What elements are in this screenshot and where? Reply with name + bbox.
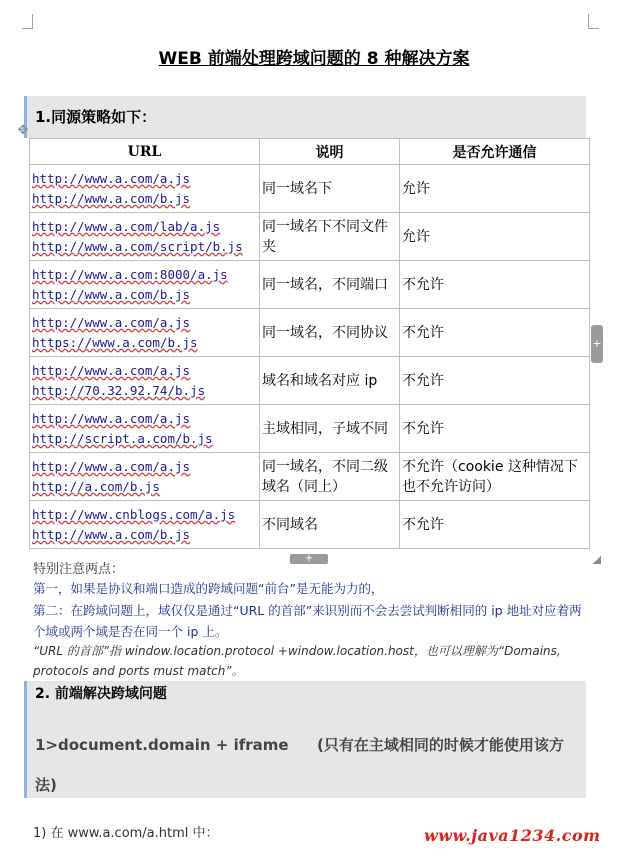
url-link[interactable]: http://www.a.com/b.js (32, 286, 191, 302)
description-cell: 同一域名，不同端口 (260, 261, 400, 309)
allowed-cell: 不允许（cookie 这种情况下也不允许访问） (400, 453, 590, 501)
table-row (30, 453, 590, 501)
header-allowed: 是否允许通信 (400, 139, 590, 165)
description-cell: 同一域名，不同二级域名（同上） (260, 453, 400, 501)
allowed-cell: 允许 (400, 213, 590, 261)
url-link[interactable]: http://www.a.com/a.js (32, 314, 191, 330)
url-text (32, 429, 257, 449)
note-second: 第二：在跨域问题上，域仅仅是通过“URL 的首部”来识别而不会去尝试判断相同的 ip 地址对应着两个域或两个域是否在同一个 ip 上。 (33, 603, 582, 639)
method-name: 1>document.domain + iframe (35, 736, 289, 754)
section-1-heading-block (24, 96, 586, 138)
url-cell (30, 165, 260, 213)
note-first: 第一，如果是协议和端口造成的跨域问题“前台”是无能为力的， (33, 581, 384, 596)
url-link[interactable]: http://www.a.com/script/b.js (32, 238, 243, 254)
page-corner-top-right (588, 14, 599, 29)
url-text (32, 237, 257, 257)
table-move-handle-icon[interactable]: ✥ (17, 123, 29, 138)
url-link[interactable]: http://www.a.com/a.js (32, 410, 191, 426)
url-text (32, 361, 257, 381)
page-corner-top-left (22, 14, 33, 29)
url-text (32, 217, 257, 237)
description-cell: 主域相同，子域不同 (260, 405, 400, 453)
note-third: “URL 的首部”指 window.location.protocol +window.location.host，也可以理解为“Domains, protocols and ports must match”。 (33, 644, 561, 678)
url-text (32, 477, 257, 497)
url-text (32, 189, 257, 209)
table-row (30, 165, 590, 213)
watermark: www.java1234.com (424, 826, 601, 845)
method-condition: (只有在主域相同的时候才能使用该方法) (35, 736, 564, 794)
url-text (32, 457, 257, 477)
table-header-row (30, 139, 590, 165)
description-cell: 域名和域名对应 ip (260, 357, 400, 405)
url-text (32, 285, 257, 305)
table-row (30, 357, 590, 405)
url-cell (30, 405, 260, 453)
header-url: URL (30, 139, 260, 165)
url-text (32, 505, 257, 525)
url-cell (30, 213, 260, 261)
url-cell (30, 453, 260, 501)
url-text (32, 333, 257, 353)
header-description: 说明 (260, 139, 400, 165)
table-row (30, 501, 590, 549)
url-link[interactable]: http://www.a.com/b.js (32, 526, 191, 542)
url-link[interactable]: http://70.32.92.74/b.js (32, 382, 206, 398)
allowed-cell: 不允许 (400, 261, 590, 309)
description-cell: 同一域名下 (260, 165, 400, 213)
url-text (32, 265, 257, 285)
url-link[interactable]: https://www.a.com/b.js (32, 334, 198, 350)
url-text (32, 169, 257, 189)
description-cell: 同一域名，不同协议 (260, 309, 400, 357)
url-link[interactable]: http://www.a.com/b.js (32, 190, 191, 206)
step-1-text: 1) 在 www.a.com/a.html 中： (33, 826, 219, 841)
description-cell: 同一域名下不同文件夹 (260, 213, 400, 261)
url-cell (30, 501, 260, 549)
table-row (30, 213, 590, 261)
url-text (32, 313, 257, 333)
url-link[interactable]: http://www.a.com/lab/a.js (32, 218, 221, 234)
section-1-heading: 1.同源策略如下： (35, 108, 157, 126)
table-row (30, 261, 590, 309)
allowed-cell: 不允许 (400, 501, 590, 549)
section-2-subheading (35, 725, 583, 805)
url-cell (30, 357, 260, 405)
section-2-heading: 2. 前端解决跨域问题 (35, 686, 167, 702)
url-text (32, 409, 257, 429)
description-cell: 不同域名 (260, 501, 400, 549)
url-link[interactable]: http://www.a.com/a.js (32, 458, 191, 474)
section-2-heading-block (24, 681, 586, 798)
url-link[interactable]: http://script.a.com/b.js (32, 430, 213, 446)
url-text (32, 381, 257, 401)
url-text (32, 525, 257, 545)
allowed-cell: 不允许 (400, 357, 590, 405)
table-row (30, 309, 590, 357)
url-cell (30, 309, 260, 357)
url-cell (30, 261, 260, 309)
url-link[interactable]: http://www.cnblogs.com/a.js (32, 506, 236, 522)
allowed-cell: 不允许 (400, 405, 590, 453)
notes-heading: 特别注意两点： (33, 562, 125, 577)
url-link[interactable]: http://www.a.com:8000/a.js (32, 266, 228, 282)
url-link[interactable]: http://www.a.com/a.js (32, 170, 191, 186)
table-resize-handle[interactable] (593, 556, 601, 564)
document-title: WEB 前端处理跨域问题的 8 种解决方案 (158, 49, 470, 69)
table-side-handle[interactable]: + (591, 325, 603, 363)
table-row (30, 405, 590, 453)
allowed-cell: 不允许 (400, 309, 590, 357)
same-origin-table (29, 138, 590, 549)
url-link[interactable]: http://a.com/b.js (32, 478, 160, 494)
url-link[interactable]: http://www.a.com/a.js (32, 362, 191, 378)
allowed-cell: 允许 (400, 165, 590, 213)
table-add-row-handle[interactable]: + (290, 554, 328, 564)
